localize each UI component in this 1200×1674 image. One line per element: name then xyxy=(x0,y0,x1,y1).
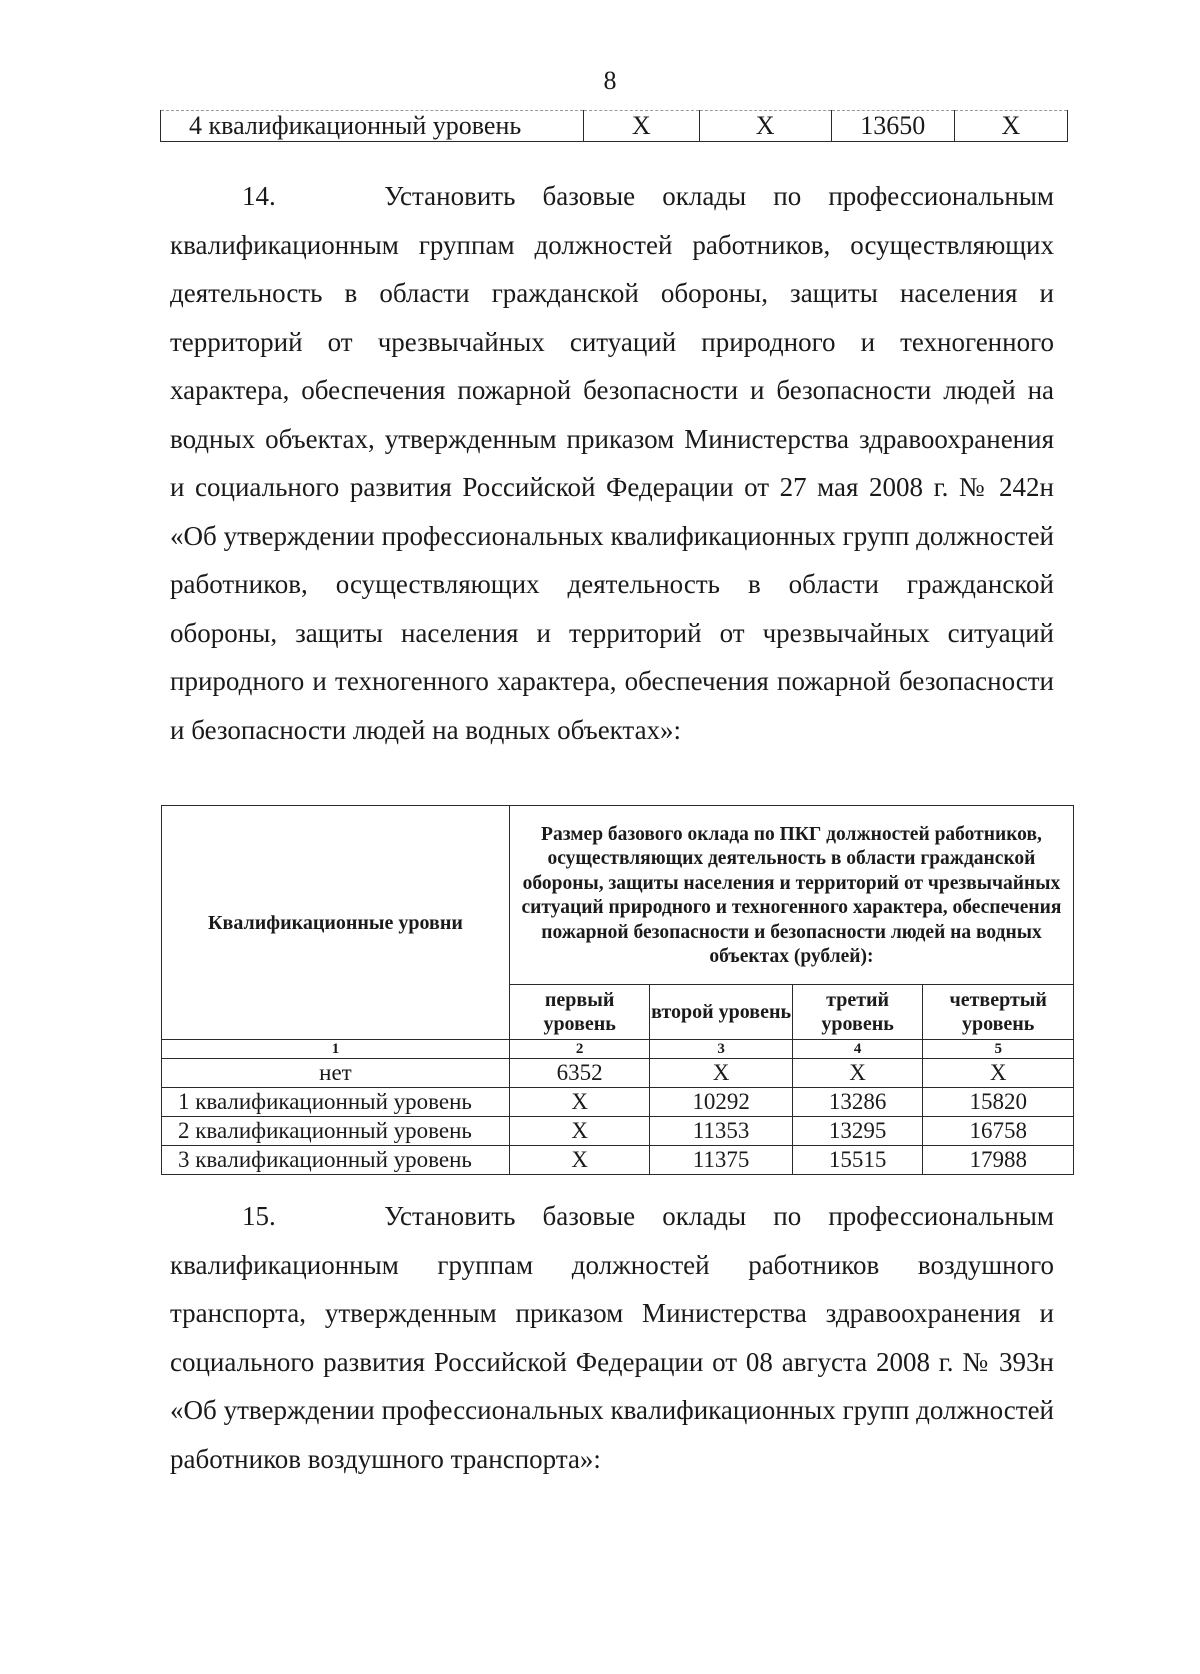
column-number-row xyxy=(162,1040,1074,1059)
table-cell: 4 квалификационный уровень xyxy=(161,111,584,142)
table-cell: 16758 xyxy=(923,1117,1074,1146)
table-cell: 13295 xyxy=(792,1117,923,1146)
subheader-level-1: первый уровень xyxy=(509,985,649,1040)
table-row xyxy=(162,1117,1074,1146)
table-cell: нет xyxy=(162,1059,510,1088)
table-cell: 10292 xyxy=(650,1088,792,1117)
continued-table xyxy=(160,110,1068,142)
table-cell: X xyxy=(509,1088,649,1117)
paragraph-text: Установить базовые оклады по профессиональным квалификационным группам должностей работников, осуществляющих деятельность в области гражданской обороны, защиты населения и территорий от чрезвычайных ситуаций природного и техногенного характера, обеспечения пожарной безопасности и безопасности людей на водных объектах, утвержденным приказом Министерства здравоохранения и социального развития Российской Федерации от 27 мая 2008 г. № 242н «Об утверждении профессиональных квалификационных групп должностей работников, осуществляющих деятельность в области гражданской обороны, защиты населения и территорий от чрезвычайных ситуаций природного и техногенного характера, обеспечения пожарной безопасности и безопасности людей на водных объектах»: xyxy=(170,181,1055,745)
table-row xyxy=(162,1146,1074,1175)
column-number: 5 xyxy=(923,1040,1074,1059)
paragraph-15 xyxy=(170,1192,1054,1483)
table-cell: X xyxy=(650,1059,792,1088)
table-row xyxy=(161,111,1068,142)
table-cell: 6352 xyxy=(509,1059,649,1088)
paragraph-14 xyxy=(170,172,1054,754)
table-cell: 11375 xyxy=(650,1146,792,1175)
table-cell: 13650 xyxy=(831,111,954,142)
column-number: 3 xyxy=(650,1040,792,1059)
paragraph-text: Установить базовые оклады по профессиональным квалификационным группам должностей работников воздушного транспорта, утвержденным приказом Министерства здравоохранения и социального развития Российской Федерации от 08 августа 2008 г. № 393н «Об утверждении профессиональных квалификационных групп должностей работников воздушного транспорта»: xyxy=(170,1201,1055,1474)
table-cell: 15820 xyxy=(923,1088,1074,1117)
table-cell: X xyxy=(792,1059,923,1088)
table-cell: X xyxy=(954,111,1067,142)
table-cell: 2 квалификационный уровень xyxy=(162,1117,510,1146)
table-cell: X xyxy=(509,1117,649,1146)
table-header-row xyxy=(162,806,1074,985)
subheader-level-4: четвертый уровень xyxy=(923,985,1074,1040)
paragraph-number: 15. xyxy=(242,1201,276,1231)
header-levels: Квалификационные уровни xyxy=(162,806,510,1040)
subheader-level-2: второй уровень xyxy=(650,985,792,1040)
table-row xyxy=(162,1059,1074,1088)
table-cell: 1 квалификационный уровень xyxy=(162,1088,510,1117)
paragraph-number: 14. xyxy=(242,181,276,211)
header-group: Размер базового оклада по ПКГ должностей работников, осуществляющих деятельность в области гражданской обороны, защиты населения и территорий от чрезвычайных ситуаций природного и техногенного характера, обеспечения пожарной безопасности и безопасности людей на водных объектах (рублей): xyxy=(509,806,1073,985)
table-cell: 17988 xyxy=(923,1146,1074,1175)
table-cell: 15515 xyxy=(792,1146,923,1175)
salary-table xyxy=(161,805,1074,1175)
subheader-level-3: третий уровень xyxy=(792,985,923,1040)
table-cell: 13286 xyxy=(792,1088,923,1117)
page-number: 8 xyxy=(603,66,617,95)
table-cell: 11353 xyxy=(650,1117,792,1146)
table-cell: X xyxy=(583,111,699,142)
column-number: 2 xyxy=(509,1040,649,1059)
table-cell: 3 квалификационный уровень xyxy=(162,1146,510,1175)
table-cell: X xyxy=(699,111,831,142)
table-cell: X xyxy=(923,1059,1074,1088)
table-row xyxy=(162,1088,1074,1117)
column-number: 4 xyxy=(792,1040,923,1059)
table-cell: X xyxy=(509,1146,649,1175)
column-number: 1 xyxy=(162,1040,510,1059)
